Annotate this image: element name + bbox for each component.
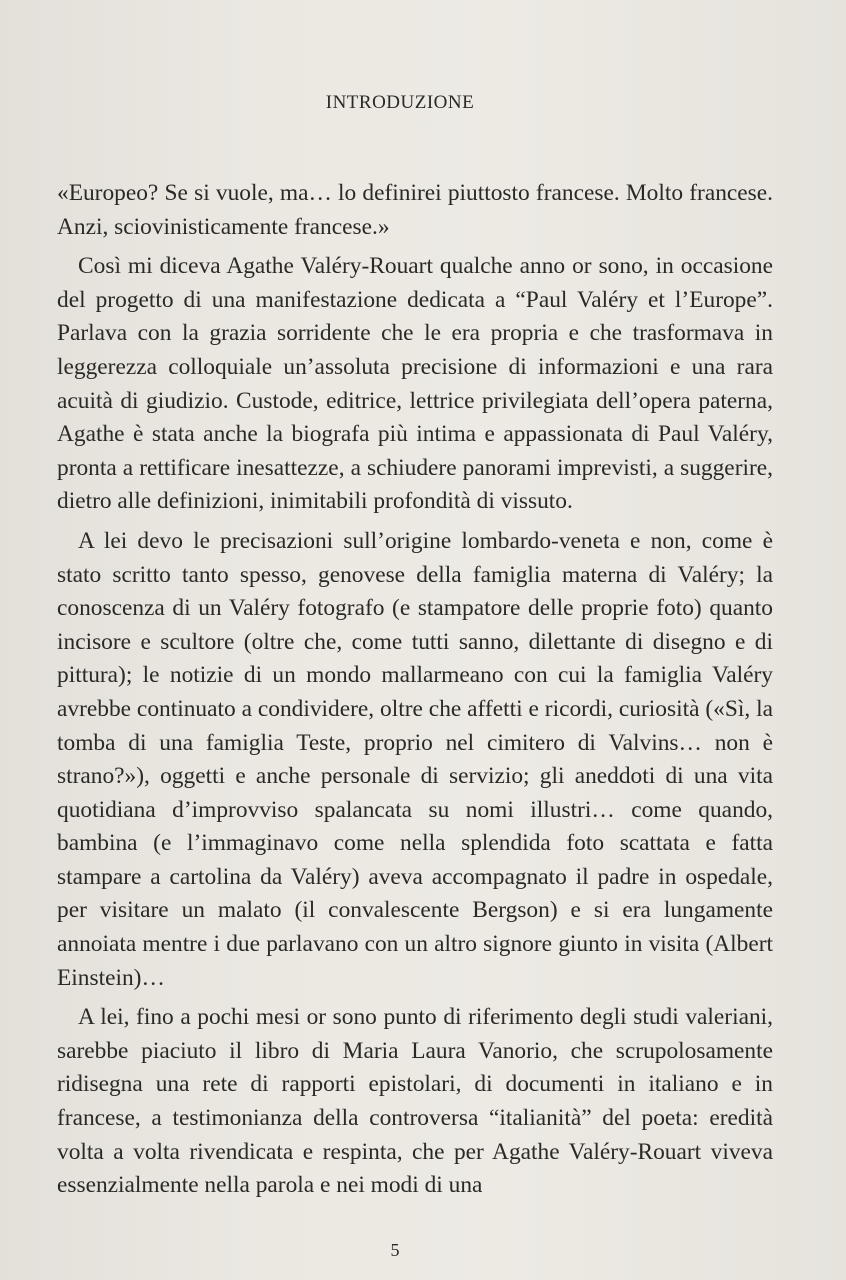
paragraph: A lei devo le precisazioni sull’origine lombardo-veneta e non, come è stato scritto tanto spesso, genovese della famiglia materna di Valéry; la conoscenza di un Valéry fotografo (e stampatore delle proprie foto) quanto incisore e scultore (oltre che, come tutti sanno, dilettante di disegno e di pittura); le notizie di un mondo mallarmeano con cui la famiglia Valéry avrebbe continuato a condividere, oltre che affetti e ricordi, curiosità («Sì, la tomba di una famiglia Teste, proprio nel cimitero di Valvins… non è strano?»), oggetti e anche personale di servizio; gli aneddoti di una vita quotidiana d’improvviso spalancata su nomi illustri… come quando, bambina (e l’immaginavo come nella splendida foto scattata e fatta stampare a cartolina da Valéry) aveva accompagnato il padre in ospedale, per visitare un malato (il convalescente Bergson) e si era lungamente annoiata mentre i due parlavano con un altro signore giunto in visita (Albert Einstein)… [57, 527, 773, 991]
paragraph-quote: «Europeo? Se si vuole, ma… lo definirei piuttosto francese. Molto francese. Anzi, sciovinisticamente francese.» [57, 180, 773, 240]
running-head: INTRODUZIONE [325, 92, 475, 113]
paragraph: A lei, fino a pochi mesi or sono punto di riferimento degli studi valeriani, sarebbe piaciuto il libro di Maria Laura Vanorio, che scrupolosamente ridisegna una rete di rapporti epistolari, di documenti in italiano e in francese, a testimonianza della controversa “italianità” del poeta: eredità volta a volta rivendicata e respinta, che per Agathe Valéry-Rouart viveva essenzialmente nella parola e nei modi di una [57, 1004, 773, 1199]
page-number: 5 [390, 1240, 400, 1260]
body-text [57, 177, 773, 1203]
paragraph: Così mi diceva Agathe Valéry-Rouart qualche anno or sono, in occasione del progetto di una manifestazione dedicata a “Paul Valéry et l’Europe”. Parlava con la grazia sorridente che le era propria e che trasformava in leggerezza colloquiale un’assoluta precisione di informazioni e una rara acuità di giudizio. Custode, editrice, lettrice privilegiata dell’opera paterna, Agathe è stata anche la biografa più intima e appassionata di Paul Valéry, pronta a rettificare inesattezze, a schiudere panorami imprevisti, a suggerire, dietro alle definizioni, inimitabili profondità di vissuto. [57, 253, 773, 515]
